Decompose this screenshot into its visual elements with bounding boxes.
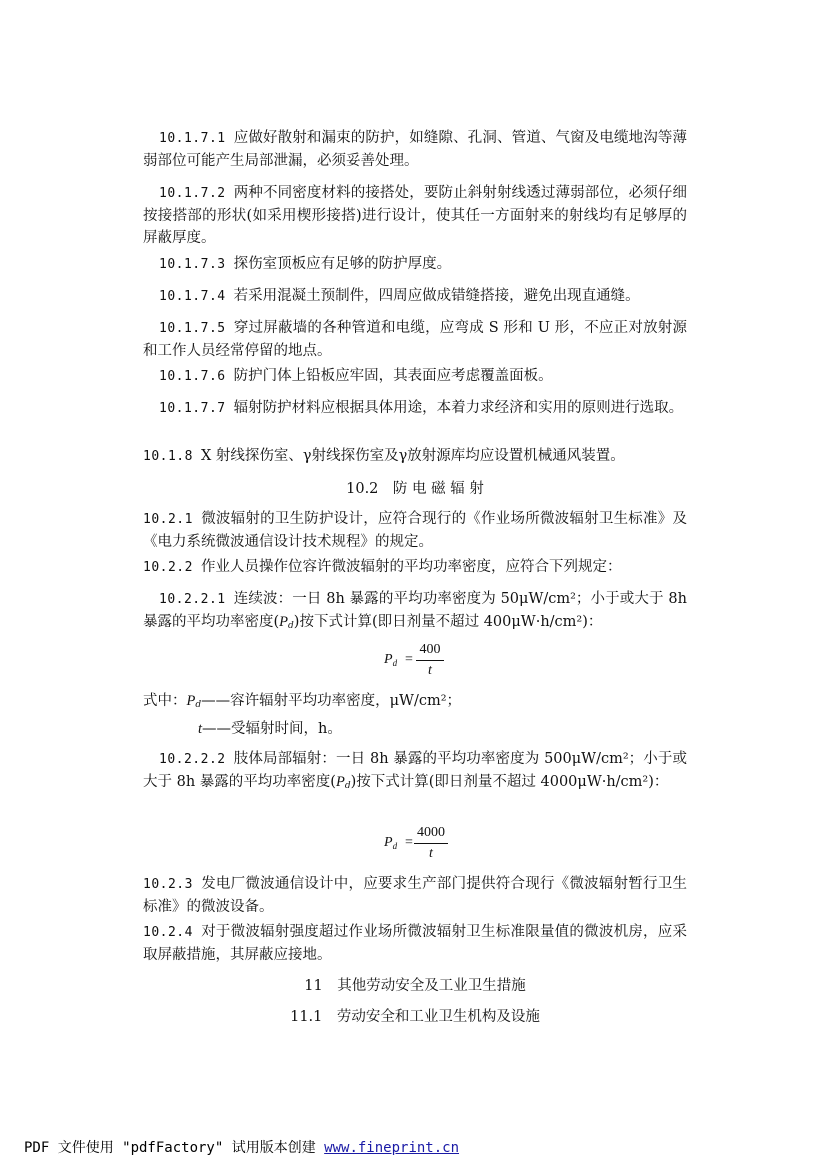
- clause-text: 连续波：一日 8h 暴露的平均功率密度为 50μW/cm²；小于或大于 8h 暴露的平均功率密度(: [143, 591, 687, 630]
- formula-denominator: t: [428, 663, 432, 678]
- paragraph-10-1-7-2: [143, 182, 687, 249]
- formula-numerator: 400: [419, 642, 441, 657]
- clause-text: 肢体局部辐射：一日 8h 暴露的平均功率密度为 500μW/cm²；小于或大于 8h 暴露的平均功率密度(: [143, 751, 687, 790]
- clause-number: 10.1.7.7: [159, 401, 226, 416]
- clause-number: 10.2.4: [143, 925, 193, 940]
- paragraph-10-2-2-2: [143, 748, 687, 797]
- formula-equals: =: [405, 835, 413, 850]
- formula-numerator: 4000: [417, 825, 445, 840]
- formula-fraction: [416, 642, 444, 679]
- formula-lhs: $P_d$: [384, 835, 398, 851]
- where-text: ——容许辐射平均功率密度，μW/cm²；: [201, 693, 462, 709]
- pdf-footer: [24, 1137, 459, 1157]
- power-density-subscript: d: [344, 781, 351, 791]
- clause-text: )按下式计算(即日剂量不超过 4000μW·h/cm²)：: [350, 774, 669, 790]
- clause-number: 10.2.2: [143, 560, 193, 575]
- paragraph-10-1-7-5: [143, 317, 687, 362]
- clause-number: 10.1.7.5: [159, 321, 226, 336]
- where-subscript: d: [195, 700, 202, 710]
- paragraph-10-1-7-1: [143, 127, 687, 172]
- formula-where-pd: [143, 690, 687, 716]
- fraction-bar: [416, 660, 444, 661]
- formula-fraction: [414, 825, 448, 862]
- fraction-bar: [414, 843, 448, 844]
- clause-number: 10.2.3: [143, 877, 193, 892]
- paragraph-10-1-7-4: [143, 285, 687, 308]
- clause-number: 10.2.1: [143, 512, 193, 527]
- clause-text: 穿过屏蔽墙的各种管道和电缆，应弯成 S 形和 U 形，不应正对放射源和工作人员经常停留的地点。: [143, 320, 687, 359]
- power-density-subscript: d: [288, 621, 294, 631]
- where-prefix: 式中：: [143, 693, 187, 709]
- clause-number: 10.1.8: [143, 449, 193, 464]
- clause-text: )按下式计算(即日剂量不超过 400μW·h/cm²)：: [293, 614, 603, 630]
- clause-text: X 射线探伤室、γ射线探伤室及γ放射源库均应设置机械通风装置。: [200, 448, 625, 464]
- clause-number: 10.2.2.1: [159, 592, 226, 607]
- clause-text: 若采用混凝土预制件，四周应做成错缝搭接，避免出现直通缝。: [233, 288, 640, 304]
- clause-text: 两种不同密度材料的接搭处，要防止斜射射线透过薄弱部位，必须仔细按接搭部的形状(如采用楔形接搭)进行设计，使其任一方面射来的射线均有足够厚的屏蔽厚度。: [143, 185, 687, 246]
- clause-number: 10.1.7.3: [159, 257, 226, 272]
- clause-text: 探伤室顶板应有足够的防护厚度。: [233, 256, 452, 272]
- paragraph-10-1-7-7: [143, 397, 687, 420]
- paragraph-10-2-3: [143, 873, 687, 918]
- paragraph-10-2-2-1: [143, 588, 687, 637]
- paragraph-10-2-1: [143, 508, 687, 553]
- footer-text: PDF 文件使用 "pdfFactory" 试用版本创建: [24, 1140, 325, 1156]
- formula-400-over-t: [0, 642, 827, 688]
- clause-text: 发电厂微波通信设计中，应要求生产部门提供符合现行《微波辐射暂行卫生标准》的微波设备。: [143, 876, 687, 915]
- where-symbol: P: [186, 693, 196, 709]
- clause-number: 10.2.2.2: [159, 752, 226, 767]
- clause-text: 应做好散射和漏束的防护，如缝隙、孔洞、管道、气窗及电缆地沟等薄弱部位可能产生局部泄漏，必须妥善处理。: [143, 130, 687, 169]
- clause-number: 10.1.7.4: [159, 289, 226, 304]
- paragraph-10-2-2: [143, 556, 687, 579]
- section-heading-10-2: 10.2 防 电 磁 辐 射: [346, 481, 484, 497]
- formula-lhs: $P_d$: [384, 652, 398, 668]
- clause-text: 防护门体上铅板应牢固，其表面应考虑覆盖面板。: [233, 368, 553, 384]
- where-text: ——受辐射时间，h。: [202, 721, 342, 737]
- section-heading-11-1: 11.1 劳动安全和工业卫生机构及设施: [290, 1009, 540, 1025]
- clause-text: 辐射防护材料应根据具体用途，本着力求经济和实用的原则进行选取。: [233, 400, 684, 416]
- paragraph-10-1-7-3: [143, 253, 687, 276]
- formula-4000-over-t: [0, 825, 827, 871]
- clause-text: 对于微波辐射强度超过作业场所微波辐射卫生标准限量值的微波机房，应采取屏蔽措施，其屏蔽应接地。: [143, 924, 687, 963]
- formula-denominator: t: [429, 846, 433, 861]
- clause-number: 10.1.7.2: [159, 186, 226, 201]
- paragraph-10-1-8: [143, 445, 687, 468]
- clause-text: 作业人员操作位容许微波辐射的平均功率密度，应符合下列规定：: [200, 559, 622, 575]
- where-symbol: t: [198, 721, 203, 737]
- paragraph-10-2-4: [143, 921, 687, 966]
- clause-text: 微波辐射的卫生防护设计，应符合现行的《作业场所微波辐射卫生标准》及《电力系统微波通信设计技术规程》的规定。: [143, 511, 687, 550]
- footer-link[interactable]: www.fineprint.cn: [324, 1140, 460, 1156]
- clause-number: 10.1.7.6: [159, 369, 226, 384]
- clause-number: 10.1.7.1: [159, 131, 226, 146]
- chapter-heading-11: 11 其他劳动安全及工业卫生措施: [304, 978, 526, 994]
- formula-where-t: [198, 718, 678, 740]
- formula-equals: =: [405, 652, 413, 667]
- power-density-symbol: P: [279, 614, 289, 630]
- power-density-symbol: P: [335, 774, 345, 790]
- paragraph-10-1-7-6: [143, 365, 687, 388]
